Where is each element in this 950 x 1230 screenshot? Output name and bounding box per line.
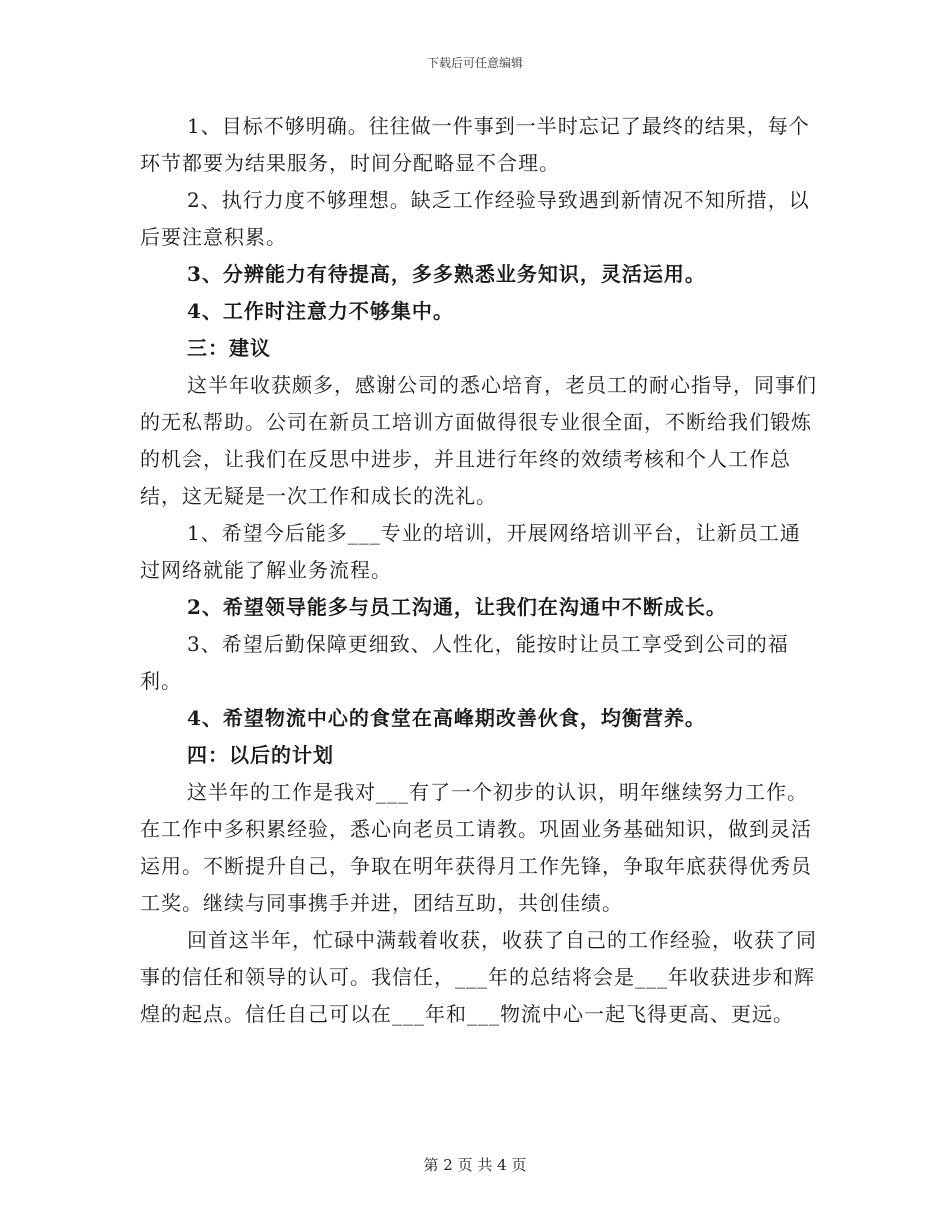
document-body bbox=[140, 108, 820, 1033]
paragraph-12: 这半年的工作是我对___有了一个初步的认识，明年继续努力工作。在工作中多积累经验，悉心向老员工请教。巩固业务基础知识，做到灵活运用。不断提升自己，争取在明年获得月工作先锋，争取年底获得优秀员工奖。继续与同事携手并进，团结互助，共创佳绩。 bbox=[140, 780, 812, 915]
paragraph-8: 2、希望领导能多与员工沟通，让我们在沟通中不断成长。 bbox=[187, 595, 727, 619]
paragraph-13: 回首这半年，忙碌中满载着收获，收获了自己的工作经验，收获了同事的信任和领导的认可。我信任，___年的总结将会是___年收获进步和辉煌的起点。信任自己可以在___年和___物流中心一起飞得更高、更远。 bbox=[140, 928, 817, 1026]
paragraph-10: 4、希望物流中心的食堂在高峰期改善伙食，均衡营养。 bbox=[187, 706, 706, 730]
page-number-footer: 第 2 页 共 4 页 bbox=[423, 1156, 527, 1174]
paragraph-2: 2、执行力度不够理想。缺乏工作经验导致遇到新情况不知所措，以后要注意积累。 bbox=[140, 188, 810, 249]
paragraph-9: 3、希望后勤保障更细致、人性化，能按时让员工享受到公司的福利。 bbox=[140, 632, 789, 693]
paragraph-7: 1、希望今后能多___专业的培训，开展网络培训平台，让新员工通过网络就能了解业务流程。 bbox=[140, 521, 801, 582]
section-heading-suggestions: 三：建议 bbox=[187, 336, 271, 360]
section-heading-plans: 四：以后的计划 bbox=[187, 743, 334, 767]
paragraph-1: 1、目标不够明确。往往做一件事到一半时忘记了最终的结果，每个环节都要为结果服务，时间分配略显不合理。 bbox=[140, 114, 810, 175]
paragraph-6: 这半年收获颇多，感谢公司的悉心培育，老员工的耐心指导，同事们的无私帮助。公司在新员工培训方面做得很专业很全面，不断给我们锻炼的机会，让我们在反思中进步，并且进行年终的效绩考核和个人工作总结，这无疑是一次工作和成长的洗礼。 bbox=[140, 373, 817, 508]
paragraph-3: 3、分辨能力有待提高，多多熟悉业务知识，灵活运用。 bbox=[187, 262, 706, 286]
paragraph-4: 4、工作时注意力不够集中。 bbox=[187, 299, 454, 323]
page-header: 下载后可任意编辑 bbox=[426, 56, 523, 70]
